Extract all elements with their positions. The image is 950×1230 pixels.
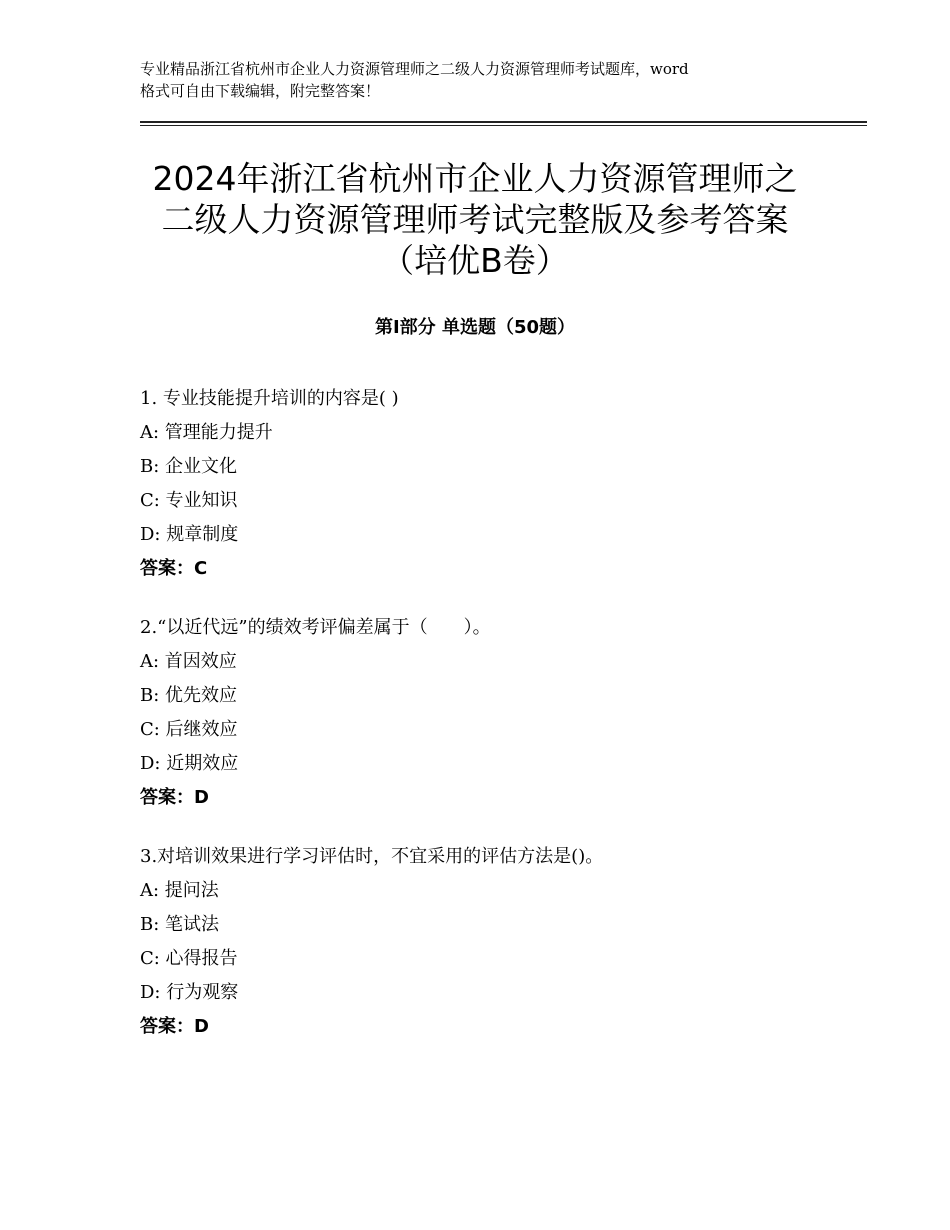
header-divider bbox=[140, 121, 867, 128]
document-title-line3: （培优B卷） bbox=[381, 241, 569, 280]
answer-label: 答案：D bbox=[140, 787, 209, 808]
option-d: D: 规章制度 bbox=[140, 524, 239, 545]
question-stem: 1. 专业技能提升培训的内容是( ) bbox=[140, 388, 399, 409]
option-a: A: 首因效应 bbox=[140, 651, 237, 672]
option-b: B: 企业文化 bbox=[140, 456, 238, 477]
divider-line bbox=[140, 121, 867, 123]
section-heading: 第Ⅰ部分 单选题（50题） bbox=[374, 317, 575, 338]
option-b: B: 笔试法 bbox=[140, 914, 220, 935]
option-c: C: 后继效应 bbox=[140, 719, 238, 740]
document-title bbox=[100, 158, 850, 281]
header-note bbox=[140, 58, 840, 102]
option-d: D: 行为观察 bbox=[140, 982, 239, 1003]
question-stem: 2.“以近代远”的绩效考评偏差属于（ ）。 bbox=[140, 617, 491, 638]
option-a: A: 管理能力提升 bbox=[140, 422, 273, 443]
divider-line bbox=[140, 125, 867, 126]
option-a: A: 提问法 bbox=[140, 880, 219, 901]
option-b: B: 优先效应 bbox=[140, 685, 238, 706]
question-item bbox=[140, 840, 840, 1044]
question-item bbox=[140, 382, 840, 586]
question-stem: 3.对培训效果进行学习评估时，不宜采用的评估方法是()。 bbox=[140, 846, 604, 867]
option-d: D: 近期效应 bbox=[140, 753, 239, 774]
document-title-line1: 2024年浙江省杭州市企业人力资源管理师之 bbox=[152, 159, 798, 198]
header-note-line1: 专业精品浙江省杭州市企业人力资源管理师之二级人力资源管理师考试题库，word bbox=[140, 60, 689, 78]
document-title-line2: 二级人力资源管理师考试完整版及参考答案 bbox=[161, 200, 789, 239]
option-c: C: 心得报告 bbox=[140, 948, 238, 969]
option-c: C: 专业知识 bbox=[140, 490, 238, 511]
question-item bbox=[140, 611, 840, 815]
answer-label: 答案：D bbox=[140, 1016, 209, 1037]
answer-label: 答案：C bbox=[140, 558, 208, 579]
question-list bbox=[140, 382, 840, 1069]
header-note-line2: 格式可自由下载编辑，附完整答案！ bbox=[140, 82, 381, 100]
